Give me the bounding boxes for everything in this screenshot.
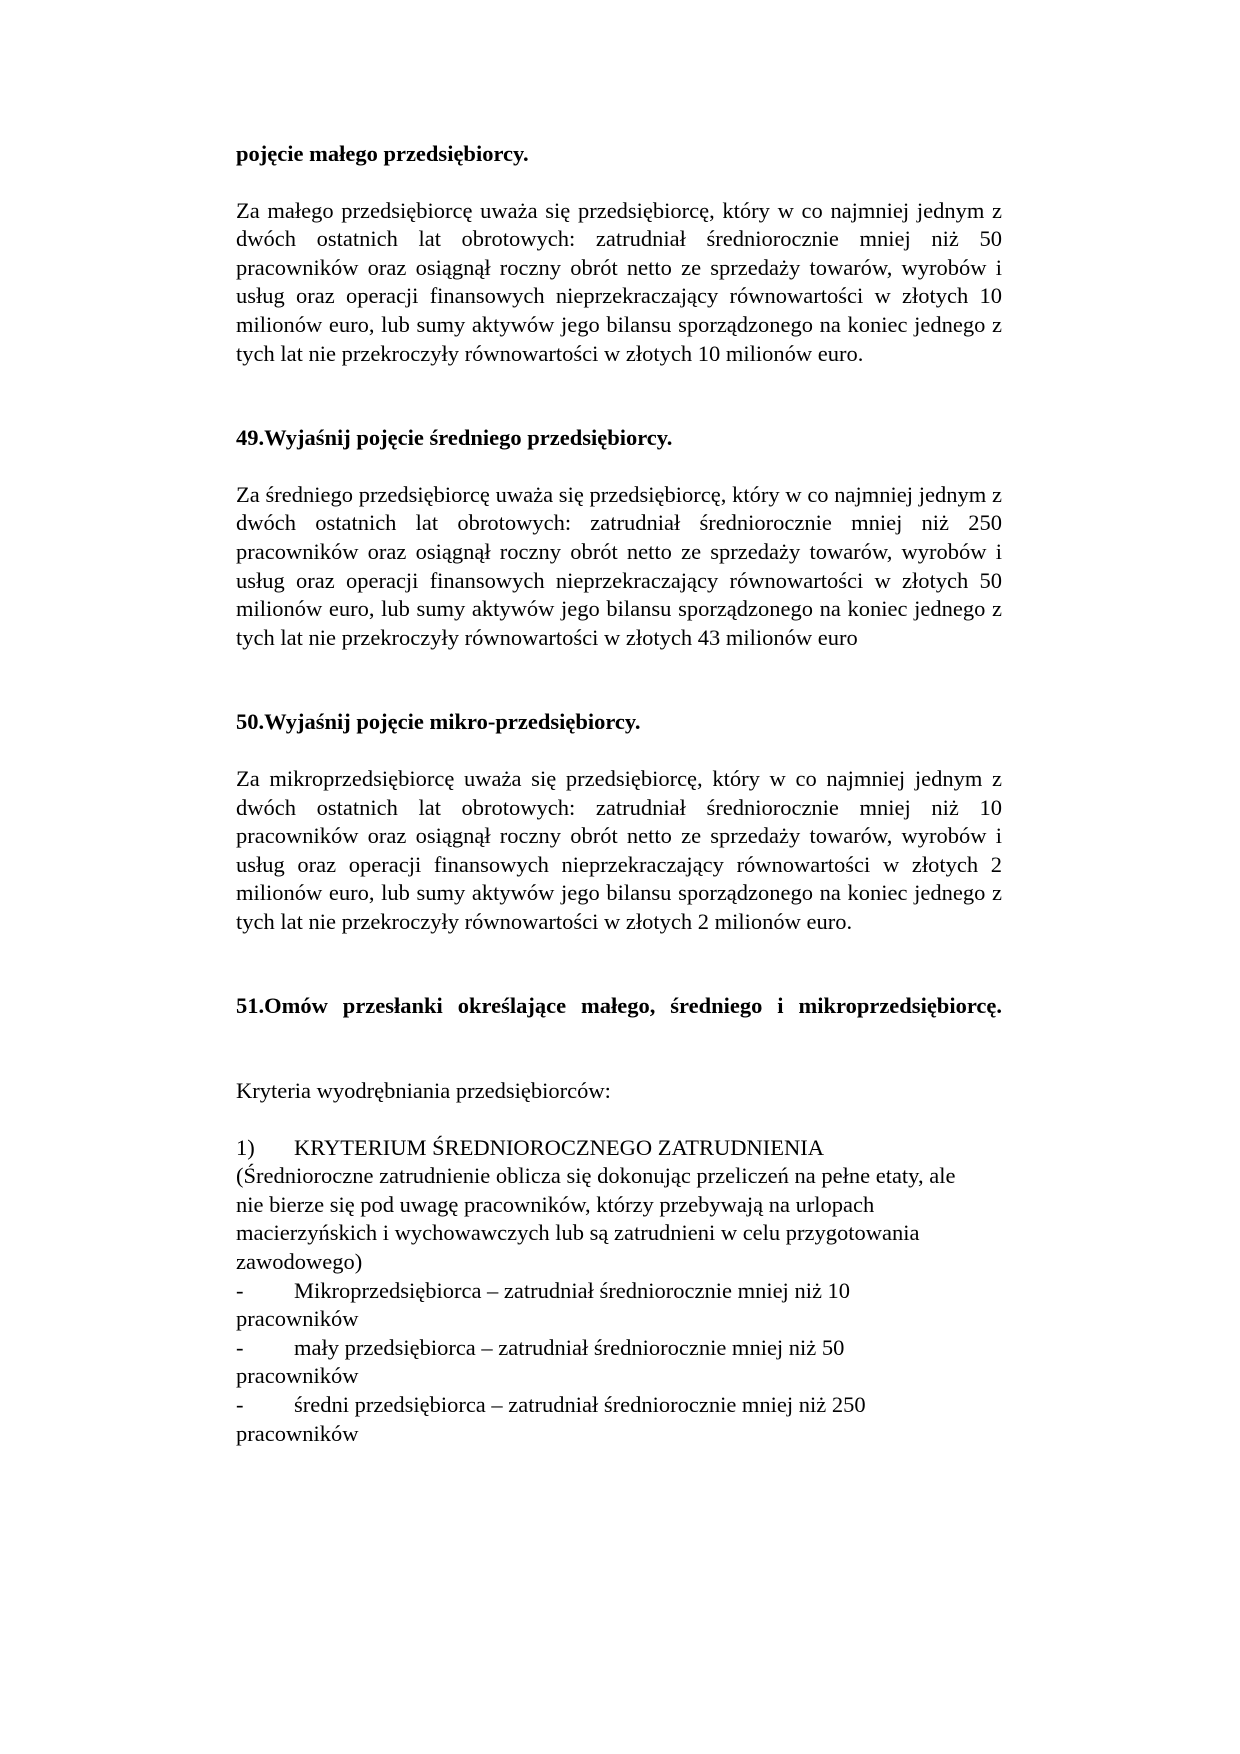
document-page	[236, 140, 1002, 1448]
section-heading-49: 49.Wyjaśnij pojęcie średniego przedsiębiorcy.	[236, 425, 673, 451]
list-item	[236, 1277, 1002, 1306]
criterion-title-row	[236, 1134, 1002, 1163]
section-heading-51: 51.Omów przesłanki określające małego, średniego i mikroprzedsiębiorcę.	[236, 993, 1002, 1019]
criteria-intro: Kryteria wyodrębniania przedsiębiorców:	[236, 1078, 611, 1104]
bullet-dash: -	[236, 1277, 244, 1303]
criterion-number: 1)	[236, 1134, 255, 1160]
bullet-text: Mikroprzedsiębiorca – zatrudniał średniorocznie mniej niż 10	[294, 1277, 851, 1303]
section-body-50: Za mikroprzedsiębiorcę uważa się przedsiębiorcę, który w co najmniej jednym z dwóch ostatnich lat obrotowych: zatrudniał średniorocznie mniej niż 10 pracowników oraz osiągnął roczny obrót netto ze sprzedaży towarów, wyrobów i usług oraz operacji finansowych nieprzekraczający równowartości w złotych 2 milionów euro, lub sumy aktywów jego bilansu sporządzonego na koniec jednego z tych lat nie przekroczyły równowartości w złotych 2 milionów euro.	[236, 765, 1002, 934]
section-body-48: Za małego przedsiębiorcę uważa się przedsiębiorcę, który w co najmniej jednym z dwóch ostatnich lat obrotowych: zatrudniał średniorocznie mniej niż 50 pracowników oraz osiągnął roczny obrót netto ze sprzedaży towarów, wyrobów i usług oraz operacji finansowych nieprzekraczający równowartości w złotych 10 milionów euro, lub sumy aktywów jego bilansu sporządzonego na koniec jednego z tych lat nie przekroczyły równowartości w złotych 10 milionów euro.	[236, 197, 1002, 366]
bullet-continuation: pracowników	[236, 1363, 359, 1389]
section-body-49: Za średniego przedsiębiorcę uważa się przedsiębiorcę, który w co najmniej jednym z dwóch ostatnich lat obrotowych: zatrudniał średniorocznie mniej niż 250 pracowników oraz osiągnął roczny obrót netto ze sprzedaży towarów, wyrobów i usług oraz operacji finansowych nieprzekraczający równowartości w złotych 50 milionów euro, lub sumy aktywów jego bilansu sporządzonego na koniec jednego z tych lat nie przekroczyły równowartości w złotych 43 milionów euro	[236, 481, 1002, 650]
criteria-bullet-list	[236, 1277, 1002, 1449]
bullet-text: średni przedsiębiorca – zatrudniał średniorocznie mniej niż 250	[294, 1392, 866, 1417]
bullet-continuation: pracowników	[236, 1420, 359, 1446]
bullet-continuation: pracowników	[236, 1306, 359, 1332]
bullet-dash: -	[236, 1392, 244, 1417]
section-heading-48: pojęcie małego przedsiębiorcy.	[236, 141, 529, 166]
criterion-note: (Średnioroczne zatrudnienie oblicza się dokonując przeliczeń na pełne etaty, ale nie bierze się pod uwagę pracowników, którzy przebywają na urlopach macierzyńskich i wychowawczych lub są zatrudnieni w celu przygotowania zawodowego)	[236, 1163, 956, 1275]
list-item	[236, 1334, 1002, 1363]
criterion-title: KRYTERIUM ŚREDNIOROCZNEGO ZATRUDNIENIA	[294, 1134, 824, 1160]
section-heading-50: 50.Wyjaśnij pojęcie mikro-przedsiębiorcy.	[236, 709, 641, 735]
bullet-dash: -	[236, 1334, 244, 1360]
bullet-text: mały przedsiębiorca – zatrudniał średniorocznie mniej niż 50	[294, 1334, 845, 1360]
list-item	[236, 1391, 1002, 1420]
